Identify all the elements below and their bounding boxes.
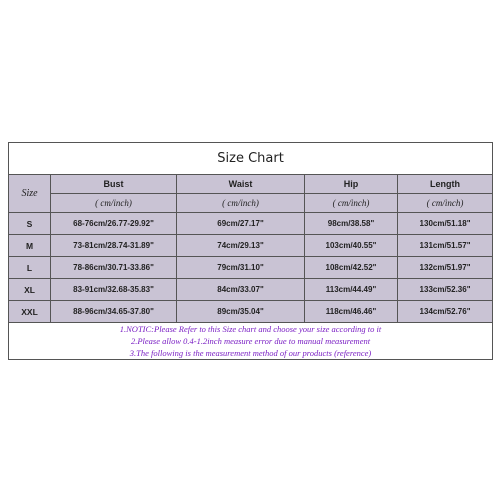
column-header-bust: Bust [51,175,177,194]
size-cell: XXL [9,301,51,323]
unit-label-bust: ( cm/inch) [51,194,177,213]
waist-cell: 84cm/33.07" [177,279,305,301]
size-cell: M [9,235,51,257]
note-line: 1.NOTIC:Please Refer to this Size chart and choose your size according to it [119,324,382,334]
waist-cell: 79cm/31.10" [177,257,305,279]
hip-cell: 113cm/44.49" [305,279,398,301]
column-header-length: Length [398,175,493,194]
length-cell: 132cm/51.97" [398,257,493,279]
bust-cell: 83-91cm/32.68-35.83" [51,279,177,301]
chart-title: Size Chart [9,143,493,175]
table-row [9,301,493,323]
waist-cell: 69cm/27.17" [177,213,305,235]
column-header-waist: Waist [177,175,305,194]
table-row [9,235,493,257]
length-cell: 133cm/52.36" [398,279,493,301]
unit-label-waist: ( cm/inch) [177,194,305,213]
size-cell: L [9,257,51,279]
size-chart-table [8,142,493,360]
hip-cell: 118cm/46.46" [305,301,398,323]
size-column-label: Size [9,175,51,213]
length-cell: 134cm/52.76" [398,301,493,323]
length-cell: 131cm/51.57" [398,235,493,257]
length-cell: 130cm/51.18" [398,213,493,235]
unit-label-hip: ( cm/inch) [305,194,398,213]
notes-section [9,323,493,360]
bust-cell: 68-76cm/26.77-29.92" [51,213,177,235]
note-line: 2.Please allow 0.4-1.2inch measure error due to manual measurement [130,336,371,346]
table-row [9,279,493,301]
hip-cell: 103cm/40.55" [305,235,398,257]
bust-cell: 88-96cm/34.65-37.80" [51,301,177,323]
size-cell: S [9,213,51,235]
column-header-hip: Hip [305,175,398,194]
unit-label-length: ( cm/inch) [398,194,493,213]
bust-cell: 73-81cm/28.74-31.89" [51,235,177,257]
hip-cell: 98cm/38.58" [305,213,398,235]
table-row [9,257,493,279]
note-line: 3.The following is the measurement method of our products (reference) [129,348,372,358]
bust-cell: 78-86cm/30.71-33.86" [51,257,177,279]
hip-cell: 108cm/42.52" [305,257,398,279]
waist-cell: 74cm/29.13" [177,235,305,257]
size-cell: XL [9,279,51,301]
table-row [9,213,493,235]
waist-cell: 89cm/35.04" [177,301,305,323]
